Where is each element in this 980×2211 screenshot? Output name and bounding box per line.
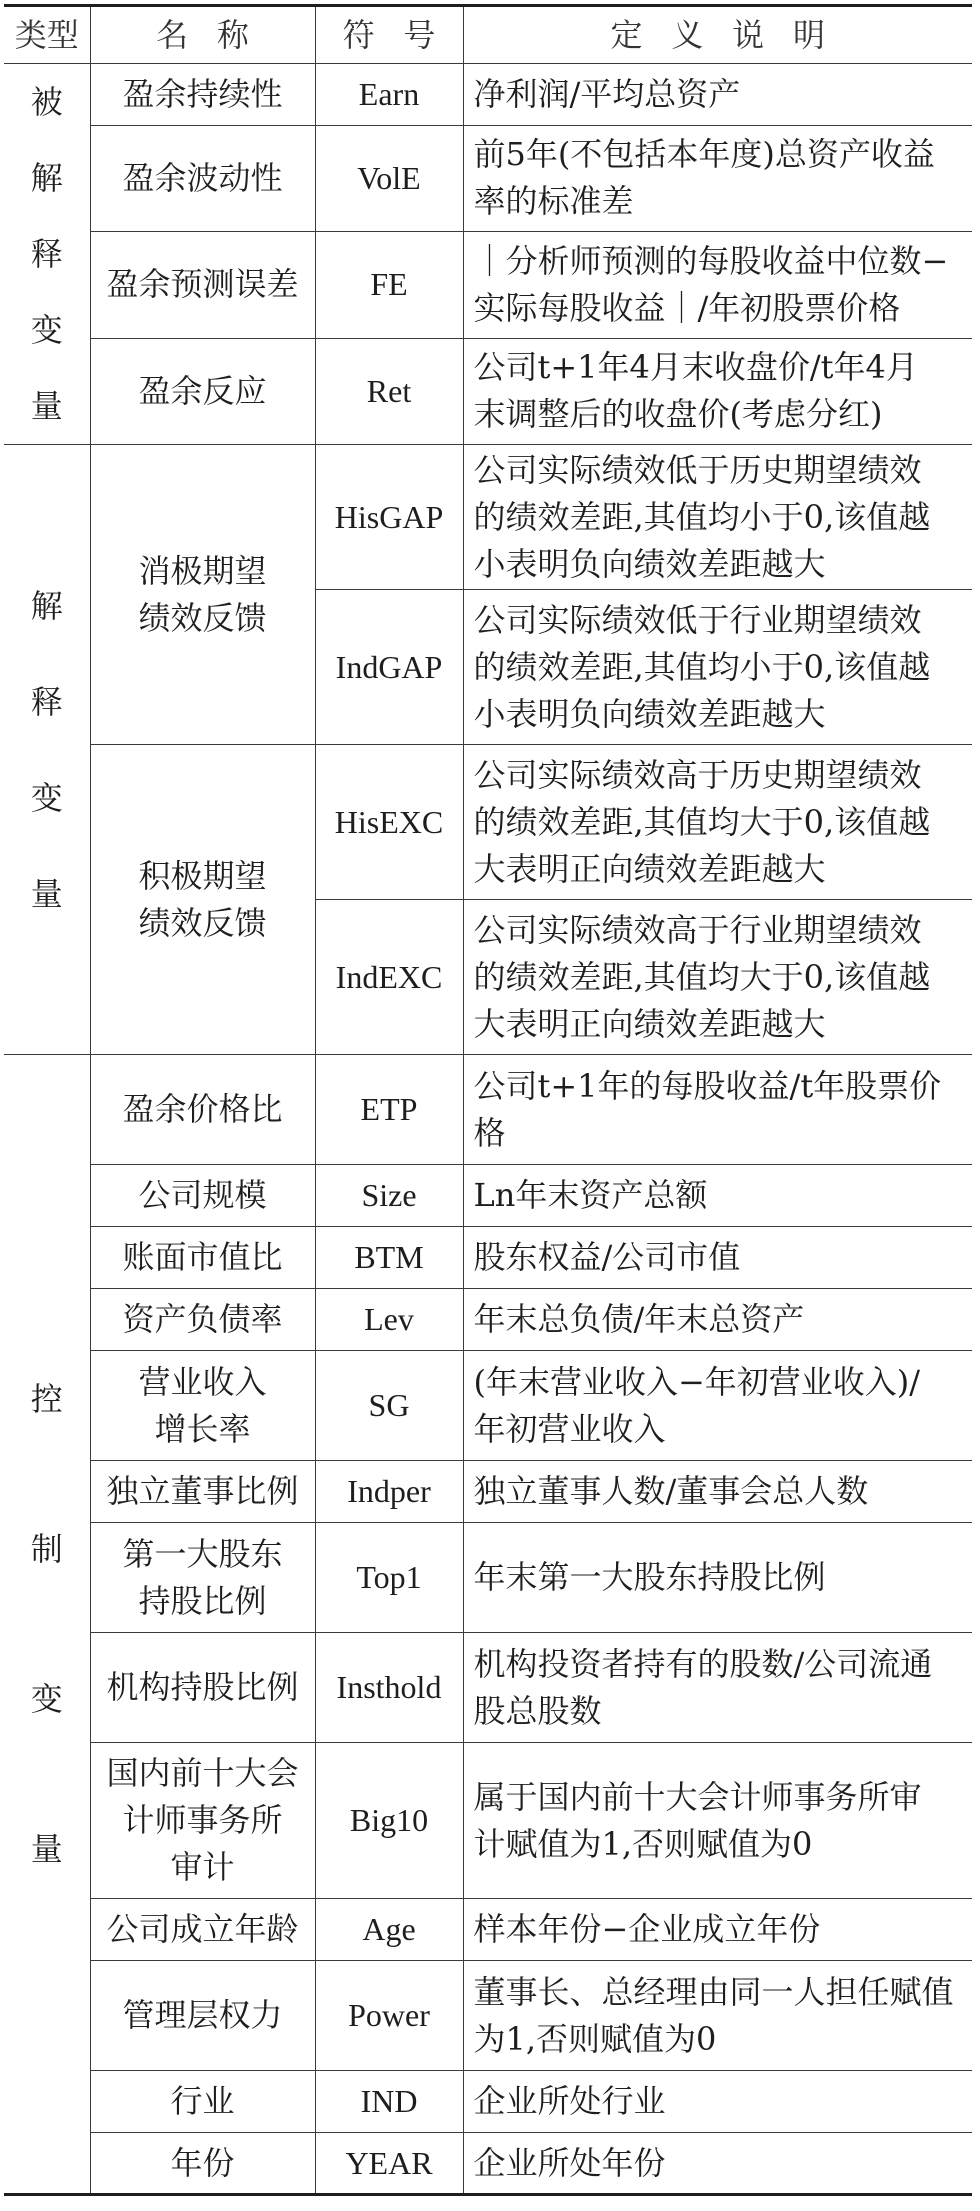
table-row	[4, 1633, 972, 1743]
variable-definition: 机构投资者持有的股数/公司流通 股总股数	[463, 1633, 972, 1743]
variable-definition: 公司实际绩效高于行业期望绩效 的绩效差距,其值均大于0,该值越 大表明正向绩效差距越大	[463, 900, 972, 1055]
header-definition: 定 义 说 明	[463, 6, 972, 64]
variable-symbol: Size	[315, 1165, 463, 1227]
variable-symbol: Insthold	[315, 1633, 463, 1743]
table-row	[4, 1899, 972, 1961]
table-row	[4, 1961, 972, 2071]
variable-definition: 企业所处行业	[463, 2071, 972, 2133]
variable-symbol: Ret	[315, 338, 463, 444]
variable-definition: 公司t+1年的每股收益/t年股票价 格	[463, 1055, 972, 1165]
table-row	[4, 1461, 972, 1523]
variable-symbol: IndGAP	[315, 590, 463, 745]
table-row	[4, 1289, 972, 1351]
variable-definition: (年末营业收入−年初营业收入)/ 年初营业收入	[463, 1351, 972, 1461]
variable-definition: 公司实际绩效低于历史期望绩效 的绩效差距,其值均小于0,该值越 小表明负向绩效差距越大	[463, 445, 972, 590]
variable-definition: 董事长、总经理由同一人担任赋值 为1,否则赋值为0	[463, 1961, 972, 2071]
variable-symbol: Lev	[315, 1289, 463, 1351]
variable-definition: 净利润/平均总资产	[463, 64, 972, 126]
variable-symbol: Power	[315, 1961, 463, 2071]
variable-definition: 公司实际绩效低于行业期望绩效 的绩效差距,其值均小于0,该值越 小表明负向绩效差距越大	[463, 590, 972, 745]
variable-symbol: BTM	[315, 1227, 463, 1289]
table-row	[4, 1743, 972, 1899]
header-name: 名 称	[90, 6, 315, 64]
variable-name: 资产负债率	[90, 1289, 315, 1351]
variable-name: 机构持股比例	[90, 1633, 315, 1743]
variable-symbol: FE	[315, 232, 463, 338]
category-explained-variables: 被 解 释 变 量	[4, 64, 90, 445]
variable-definition: 年末第一大股东持股比例	[463, 1523, 972, 1633]
variable-name: 盈余预测误差	[90, 232, 315, 338]
variable-name: 年份	[90, 2133, 315, 2195]
table-row	[4, 2071, 972, 2133]
variable-name: 账面市值比	[90, 1227, 315, 1289]
variable-name: 独立董事比例	[90, 1461, 315, 1523]
table-row	[4, 125, 972, 231]
variable-name: 公司成立年龄	[90, 1899, 315, 1961]
variable-definition: 属于国内前十大会计师事务所审 计赋值为1,否则赋值为0	[463, 1743, 972, 1899]
variable-name: 盈余波动性	[90, 125, 315, 231]
variable-definition: 股东权益/公司市值	[463, 1227, 972, 1289]
variable-definition: 样本年份−企业成立年份	[463, 1899, 972, 1961]
variable-symbol: Indper	[315, 1461, 463, 1523]
category-control-variables: 控 制 变 量	[4, 1055, 90, 2195]
variable-name: 盈余价格比	[90, 1055, 315, 1165]
variable-symbol: VolE	[315, 125, 463, 231]
variable-definition: 公司t+1年4月末收盘价/t年4月 末调整后的收盘价(考虑分红)	[463, 338, 972, 444]
variable-name: 国内前十大会 计师事务所 审计	[90, 1743, 315, 1899]
variable-definition: ｜分析师预测的每股收益中位数− 实际每股收益｜/年初股票价格	[463, 232, 972, 338]
variable-definition: 公司实际绩效高于历史期望绩效 的绩效差距,其值均大于0,该值越 大表明正向绩效差距越大	[463, 745, 972, 900]
category-explanatory-variables: 解 释 变 量	[4, 445, 90, 1055]
header-symbol: 符 号	[315, 6, 463, 64]
variable-name: 管理层权力	[90, 1961, 315, 2071]
variable-definition: 企业所处年份	[463, 2133, 972, 2195]
variable-definition-table	[4, 4, 972, 2196]
table-row	[4, 338, 972, 444]
header-row	[4, 6, 972, 64]
variable-definition: 前5年(不包括本年度)总资产收益 率的标准差	[463, 125, 972, 231]
variable-symbol: IND	[315, 2071, 463, 2133]
group-positive-feedback: 积极期望 绩效反馈	[90, 745, 315, 1055]
table-row	[4, 1165, 972, 1227]
variable-name: 盈余持续性	[90, 64, 315, 126]
header-type: 类型	[4, 6, 90, 64]
table-row	[4, 232, 972, 338]
table-row	[4, 1351, 972, 1461]
table-row	[4, 64, 972, 126]
table-row	[4, 445, 972, 590]
variable-symbol: Top1	[315, 1523, 463, 1633]
variable-name: 行业	[90, 2071, 315, 2133]
table-row	[4, 1227, 972, 1289]
variable-symbol: IndEXC	[315, 900, 463, 1055]
variable-definition: 独立董事人数/董事会总人数	[463, 1461, 972, 1523]
variable-name: 公司规模	[90, 1165, 315, 1227]
variable-symbol: HisEXC	[315, 745, 463, 900]
table-row	[4, 1523, 972, 1633]
variable-symbol: SG	[315, 1351, 463, 1461]
variable-name: 第一大股东 持股比例	[90, 1523, 315, 1633]
variable-symbol: ETP	[315, 1055, 463, 1165]
variable-definition: Ln年末资产总额	[463, 1165, 972, 1227]
table-row	[4, 2133, 972, 2195]
variable-symbol: Big10	[315, 1743, 463, 1899]
table-row	[4, 745, 972, 900]
variable-symbol: YEAR	[315, 2133, 463, 2195]
table-row	[4, 1055, 972, 1165]
variable-symbol: Earn	[315, 64, 463, 126]
variable-symbol: HisGAP	[315, 445, 463, 590]
variable-name: 营业收入 增长率	[90, 1351, 315, 1461]
variable-name: 盈余反应	[90, 338, 315, 444]
variable-symbol: Age	[315, 1899, 463, 1961]
group-negative-feedback: 消极期望 绩效反馈	[90, 445, 315, 745]
variable-definition: 年末总负债/年末总资产	[463, 1289, 972, 1351]
